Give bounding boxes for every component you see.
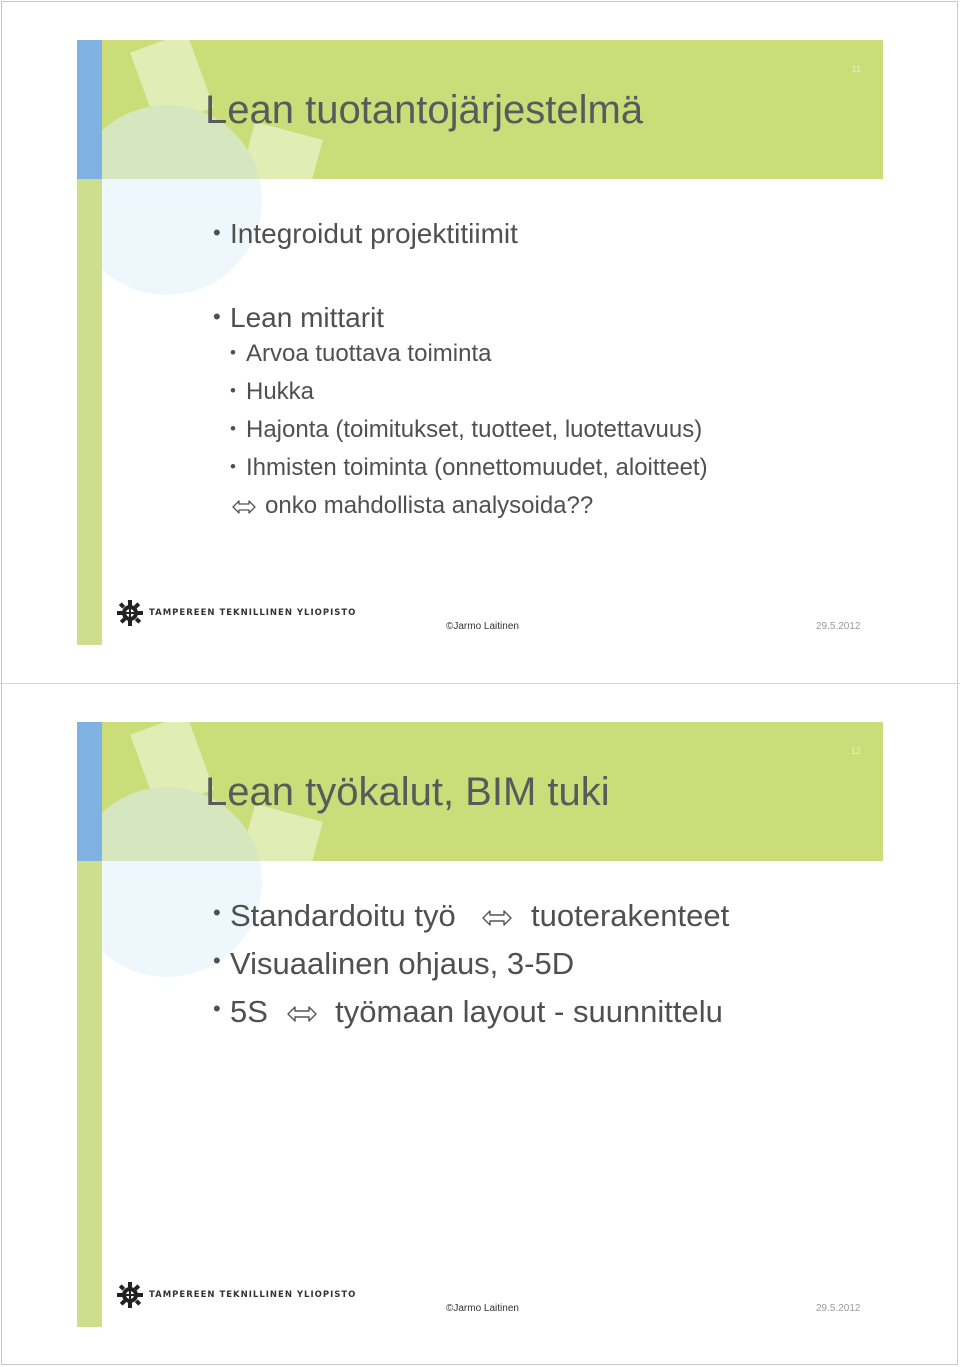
slide-2: [77, 722, 883, 1327]
bullet-item: [213, 994, 843, 1030]
bullet-dot: •: [230, 419, 236, 438]
bullet-text-left: Standardoitu työ: [230, 898, 456, 933]
bullet-text: Integroidut projektitiimit: [230, 218, 518, 249]
logo-text: TAMPEREEN TEKNILLINEN YLIOPISTO: [149, 608, 357, 618]
slide-title: Lean työkalut, BIM tuki: [205, 770, 610, 814]
bullet-dot: •: [213, 900, 221, 925]
sub-bullet-text: Hajonta (toimitukset, tuotteet, luotettavuus): [246, 416, 703, 443]
left-right-arrow-icon: [482, 910, 512, 926]
bullet-text-right: tuoterakenteet: [531, 898, 730, 933]
bullet-item: [213, 218, 843, 250]
accent-bar-blue: [77, 722, 102, 861]
logo-text: TAMPEREEN TEKNILLINEN YLIOPISTO: [149, 1290, 357, 1300]
university-logo: [117, 1282, 356, 1308]
university-logo: [117, 600, 356, 626]
sub-bullet-item: [196, 416, 843, 444]
sub-bullet-item: [196, 454, 843, 482]
page-divider: [0, 683, 960, 684]
sub-bullet-item: [196, 340, 843, 368]
slide-content: [213, 898, 843, 1030]
bullet-text-right: työmaan layout - suunnittelu: [335, 994, 723, 1029]
slide-number: 12: [850, 746, 861, 756]
left-right-arrow-icon: [287, 1006, 317, 1022]
bullet-text: Lean mittarit: [230, 302, 385, 333]
bullet-text: Visuaalinen ohjaus, 3-5D: [230, 946, 575, 981]
bullet-text-left: 5S: [230, 994, 268, 1029]
bullet-item: [213, 898, 843, 934]
footer-date: 29.5.2012: [816, 1303, 861, 1314]
sub-bullet-item: [196, 378, 843, 406]
accent-bar-green: [77, 861, 102, 1327]
accent-bar-green: [77, 179, 102, 645]
slide-title: Lean tuotantojärjestelmä: [205, 88, 644, 132]
arrow-line-text: onko mahdollista analysoida??: [265, 492, 594, 519]
footer-date: 29.5.2012: [816, 621, 861, 632]
arrow-line: [196, 492, 843, 520]
footer-author: ©Jarmo Laitinen: [446, 621, 519, 632]
slide-1: [77, 40, 883, 645]
bullet-dot: •: [230, 343, 236, 362]
gear-logo-icon: [117, 600, 143, 626]
footer-author: ©Jarmo Laitinen: [446, 1303, 519, 1314]
sub-bullet-text: Ihmisten toiminta (onnettomuudet, aloitteet): [246, 454, 708, 481]
gear-logo-icon: [117, 1282, 143, 1308]
bullet-item: [213, 946, 843, 982]
accent-bar-blue: [77, 40, 102, 179]
slide-number: 11: [851, 64, 861, 74]
sub-bullet-text: Hukka: [246, 378, 315, 405]
bullet-dot: •: [230, 457, 236, 476]
sub-bullet-text: Arvoa tuottava toiminta: [246, 340, 492, 367]
bullet-dot: •: [213, 220, 221, 245]
bullet-item: [213, 302, 843, 334]
bullet-dot: •: [213, 948, 221, 973]
left-right-arrow-icon: [232, 500, 256, 514]
bullet-dot: •: [230, 381, 236, 400]
bullet-dot: •: [213, 996, 221, 1021]
slide-content: [213, 218, 843, 520]
bullet-dot: •: [213, 304, 221, 329]
